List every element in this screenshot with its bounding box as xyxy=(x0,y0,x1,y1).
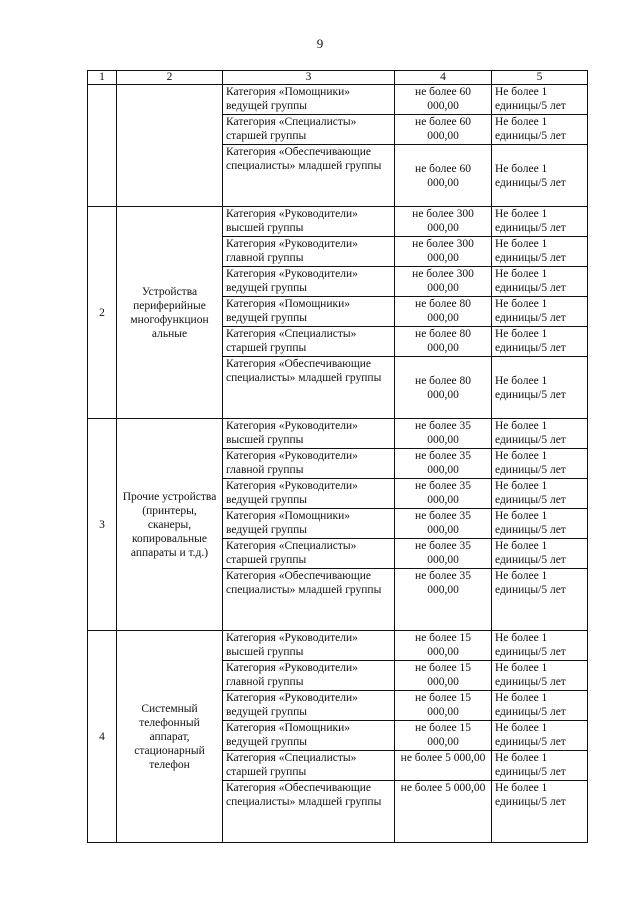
norm-cell: Не более 1 единицы/5 лет xyxy=(492,145,588,207)
table-header-row xyxy=(88,71,588,85)
price-cell: не более 15 000,00 xyxy=(395,631,492,661)
table-row xyxy=(88,207,588,237)
norm-cell: Не более 1 единицы/5 лет xyxy=(492,115,588,145)
price-cell: не более 60 000,00 xyxy=(395,145,492,207)
category-cell: Категория «Обеспечивающие специалисты» младшей группы xyxy=(223,781,395,843)
category-cell: Категория «Руководители» ведущей группы xyxy=(223,691,395,721)
norm-cell: Не более 1 единицы/5 лет xyxy=(492,781,588,843)
header-col-5: 5 xyxy=(492,71,588,85)
category-cell: Категория «Обеспечивающие специалисты» младшей группы xyxy=(223,357,395,419)
item-number-cell: 4 xyxy=(88,631,117,843)
category-cell: Категория «Руководители» ведущей группы xyxy=(223,479,395,509)
price-cell: не более 80 000,00 xyxy=(395,297,492,327)
price-cell: не более 60 000,00 xyxy=(395,115,492,145)
norm-cell: Не более 1 единицы/5 лет xyxy=(492,267,588,297)
norm-cell: Не более 1 единицы/5 лет xyxy=(492,237,588,267)
device-name-cell xyxy=(117,85,223,207)
norm-cell: Не более 1 единицы/5 лет xyxy=(492,297,588,327)
device-name-cell: Системный телефонный аппарат, стационарный телефон xyxy=(117,631,223,843)
device-name-cell: Прочие устройства (принтеры, сканеры, копировальные аппараты и т.д.) xyxy=(117,419,223,631)
category-cell: Категория «Помощники» ведущей группы xyxy=(223,297,395,327)
table-row xyxy=(88,85,588,115)
price-cell: не более 5 000,00 xyxy=(395,751,492,781)
norm-cell: Не более 1 единицы/5 лет xyxy=(492,449,588,479)
procurement-table xyxy=(87,70,588,843)
norm-cell: Не более 1 единицы/5 лет xyxy=(492,661,588,691)
category-cell: Категория «Помощники» ведущей группы xyxy=(223,85,395,115)
page-number: 9 xyxy=(316,36,324,51)
category-cell: Категория «Специалисты» старшей группы xyxy=(223,539,395,569)
category-cell: Категория «Специалисты» старшей группы xyxy=(223,327,395,357)
category-cell: Категория «Руководители» главной группы xyxy=(223,661,395,691)
price-cell: не более 60 000,00 xyxy=(395,85,492,115)
norm-cell: Не более 1 единицы/5 лет xyxy=(492,631,588,661)
norm-cell: Не более 1 единицы/5 лет xyxy=(492,207,588,237)
category-cell: Категория «Специалисты» старшей группы xyxy=(223,751,395,781)
price-cell: не более 35 000,00 xyxy=(395,419,492,449)
norm-cell: Не более 1 единицы/5 лет xyxy=(492,357,588,419)
header-col-2: 2 xyxy=(117,71,223,85)
price-cell: не более 300 000,00 xyxy=(395,237,492,267)
category-cell: Категория «Специалисты» старшей группы xyxy=(223,115,395,145)
price-cell: не более 35 000,00 xyxy=(395,569,492,631)
price-cell: не более 80 000,00 xyxy=(395,327,492,357)
price-cell: не более 35 000,00 xyxy=(395,539,492,569)
category-cell: Категория «Руководители» главной группы xyxy=(223,237,395,267)
category-cell: Категория «Обеспечивающие специалисты» младшей группы xyxy=(223,569,395,631)
price-cell: не более 35 000,00 xyxy=(395,479,492,509)
norm-cell: Не более 1 единицы/5 лет xyxy=(492,569,588,631)
category-cell: Категория «Руководители» ведущей группы xyxy=(223,267,395,297)
price-cell: не более 15 000,00 xyxy=(395,721,492,751)
price-cell: не более 15 000,00 xyxy=(395,661,492,691)
norm-cell: Не более 1 единицы/5 лет xyxy=(492,721,588,751)
category-cell: Категория «Помощники» ведущей группы xyxy=(223,721,395,751)
header-col-4: 4 xyxy=(395,71,492,85)
price-cell: не более 80 000,00 xyxy=(395,357,492,419)
price-cell: не более 300 000,00 xyxy=(395,267,492,297)
category-cell: Категория «Руководители» высшей группы xyxy=(223,631,395,661)
category-cell: Категория «Помощники» ведущей группы xyxy=(223,509,395,539)
item-number-cell xyxy=(88,85,117,207)
price-cell: не более 35 000,00 xyxy=(395,449,492,479)
norm-cell: Не более 1 единицы/5 лет xyxy=(492,691,588,721)
norm-cell: Не более 1 единицы/5 лет xyxy=(492,479,588,509)
item-number-cell: 2 xyxy=(88,207,117,419)
item-number-cell: 3 xyxy=(88,419,117,631)
norm-cell: Не более 1 единицы/5 лет xyxy=(492,751,588,781)
price-cell: не более 15 000,00 xyxy=(395,691,492,721)
category-cell: Категория «Обеспечивающие специалисты» младшей группы xyxy=(223,145,395,207)
norm-cell: Не более 1 единицы/5 лет xyxy=(492,539,588,569)
price-cell: не более 35 000,00 xyxy=(395,509,492,539)
norm-cell: Не более 1 единицы/5 лет xyxy=(492,327,588,357)
norm-cell: Не более 1 единицы/5 лет xyxy=(492,509,588,539)
table-row xyxy=(88,631,588,661)
price-cell: не более 300 000,00 xyxy=(395,207,492,237)
norm-cell: Не более 1 единицы/5 лет xyxy=(492,85,588,115)
table-row xyxy=(88,419,588,449)
category-cell: Категория «Руководители» главной группы xyxy=(223,449,395,479)
norm-cell: Не более 1 единицы/5 лет xyxy=(492,419,588,449)
device-name-cell: Устройства периферийные многофункцион альные xyxy=(117,207,223,419)
category-cell: Категория «Руководители» высшей группы xyxy=(223,419,395,449)
category-cell: Категория «Руководители» высшей группы xyxy=(223,207,395,237)
header-col-1: 1 xyxy=(88,71,117,85)
header-col-3: 3 xyxy=(223,71,395,85)
price-cell: не более 5 000,00 xyxy=(395,781,492,843)
